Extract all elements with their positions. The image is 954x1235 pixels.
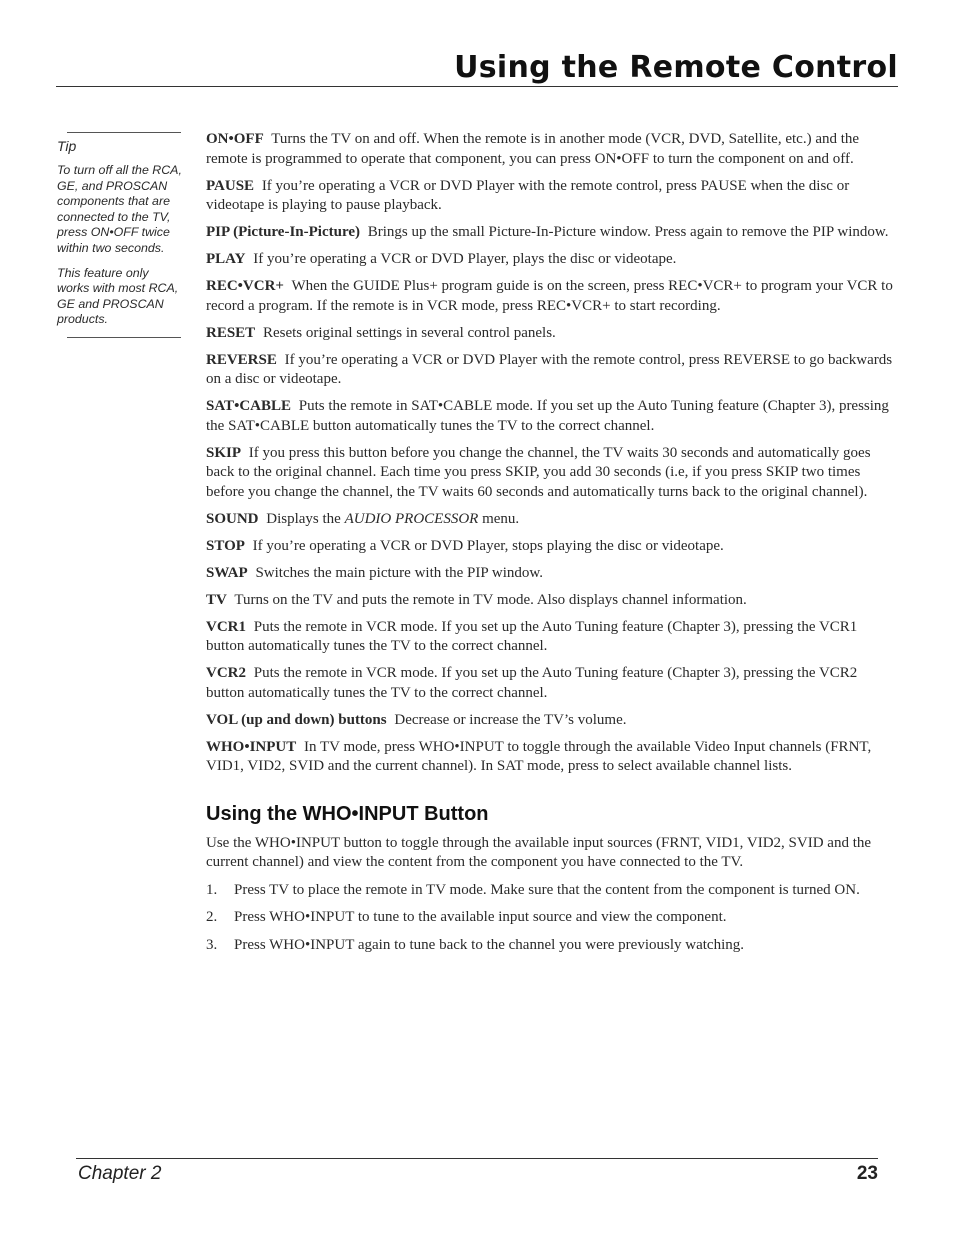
entry-text: When the GUIDE Plus+ program guide is on the screen, press REC•VCR+ to program your VCR to record a program. If the remote is in VCR mode, press REC•VCR+ to start recording. [206,278,893,314]
entry-text: If you’re operating a VCR or DVD Player, plays the disc or videotape. [253,251,677,267]
section-intro: Use the WHO•INPUT button to toggle through the available input sources (FRNT, VID1, VID2, SVID and the current channel) and view the content from the component you have connected to the TV. [206,834,872,870]
entry-term: SKIP [206,444,242,461]
glossary-entry [206,738,896,777]
glossary-entry [206,711,896,731]
glossary-entry [206,397,896,436]
entry-text: menu. [478,510,520,527]
entry-text: Turns the TV on and off. When the remote is in another mode (VCR, DVD, Satellite, etc.) and the remote is programmed to operate that component, you can press ON•OFF to turn the component on and off. [206,131,860,167]
page-title: Using the Remote Control [454,50,898,85]
glossary-entry [206,223,896,243]
entry-term: RESET [206,324,256,341]
entry-text: If you’re operating a VCR or DVD Player with the remote control, press PAUSE when the disc or videotape is playing to pause playback. [206,177,850,213]
entry-term: ON•OFF [206,131,264,147]
glossary-entry [206,510,896,530]
entry-term: VCR2 [206,665,246,681]
entry-text: Turns on the TV and puts the remote in TV mode. Also displays channel information. [234,591,747,608]
entry-text: If you’re operating a VCR or DVD Player, stops playing the disc or videotape. [252,537,724,554]
entry-text: Brings up the small Picture-In-Picture window. Press again to remove the PIP window. [367,224,889,240]
glossary-entry [206,130,896,169]
entry-term: WHO•INPUT [206,738,297,755]
section-heading: Using the WHO•INPUT Button [206,802,489,825]
tip-top-divider [67,132,181,133]
footer-chapter: Chapter 2 [78,1163,162,1184]
step-text: Press WHO•INPUT to tune to the available input source and view the component. [234,909,727,925]
entry-menu-name: AUDIO PROCESSOR [344,510,479,527]
footer-divider [76,1158,878,1159]
entry-term: STOP [206,537,245,554]
step-number: 3. [206,936,218,953]
steps-list [206,881,896,956]
entry-term: VOL (up and down) buttons [206,711,387,728]
glossary-entry [206,177,896,216]
entry-text: Puts the remote in SAT•CABLE mode. If you set up the Auto Tuning feature (Chapter 3), pressing the SAT•CABLE button automatically tunes the TV to the correct channel. [206,398,889,434]
entry-term: VCR1 [206,618,246,635]
glossary-entry [206,564,896,584]
entry-term: SOUND [206,510,259,527]
step-item [206,881,896,901]
step-number: 2. [206,909,218,925]
main-content [206,130,896,963]
glossary-entry [206,351,896,390]
glossary-entry [206,277,896,316]
entry-text: Puts the remote in VCR mode. If you set up the Auto Tuning feature (Chapter 3), pressing the VCR2 button automatically tunes the TV to the correct channel. [206,665,858,701]
tip-label: Tip [57,138,77,154]
step-text: Press TV to place the remote in TV mode. Make sure that the content from the component is turned ON. [234,881,860,898]
entry-term: SWAP [206,564,248,581]
step-item [206,936,896,956]
entry-term: TV [206,591,227,608]
entry-text: If you press this button before you change the channel, the TV waits 30 seconds and automatically goes back to the original channel. Each time you press SKIP, you add 30 seconds (i.e, if you press SKIP two times before you change the channel, the TV waits 60 seconds and automatically turns back to the original channel). [206,444,871,500]
entry-text: Displays the [266,510,345,527]
tip-paragraph: To turn off all the RCA, GE, and PROSCAN components that are connected to the TV, press ON•OFF twice within two seconds. [57,163,182,255]
entry-text: Puts the remote in VCR mode. If you set up the Auto Tuning feature (Chapter 3), pressing the VCR1 button automatically tunes the TV to the correct channel. [206,618,858,654]
glossary-entry [206,444,896,503]
step-item [206,908,896,928]
header-divider [56,86,898,87]
entry-term: PLAY [206,251,246,267]
entry-term: PAUSE [206,177,255,194]
tip-paragraph: This feature only works with most RCA, GE and PROSCAN products. [57,265,179,327]
entry-term: REC•VCR+ [206,278,284,294]
entry-text: Resets original settings in several control panels. [262,324,556,341]
step-number: 1. [206,881,218,898]
entry-text: In TV mode, press WHO•INPUT to toggle through the available Video Input channels (FRNT, VID1, VID2, SVID and the current channel). In SAT mode, press to select available channel lists. [206,738,872,774]
entry-text: Switches the main picture with the PIP window. [255,564,544,581]
entry-text: If you’re operating a VCR or DVD Player with the remote control, press REVERSE to go backwards on a disc or videotape. [206,351,893,387]
step-text: Press WHO•INPUT again to tune back to the channel you were previously watching. [234,936,744,953]
entry-term: PIP (Picture-In-Picture) [206,224,360,240]
entry-term: REVERSE [206,351,277,368]
glossary-entry [206,618,896,657]
tip-box [57,132,182,338]
glossary-entry [206,250,896,270]
page-number: 23 [856,1163,878,1184]
glossary-entry [206,664,896,703]
glossary-entry [206,324,896,344]
button-glossary [206,130,896,777]
tip-bottom-divider [67,337,181,338]
entry-text: Decrease or increase the TV’s volume. [394,711,627,728]
glossary-entry [206,537,896,557]
glossary-entry [206,591,896,611]
entry-term: SAT•CABLE [206,398,291,414]
